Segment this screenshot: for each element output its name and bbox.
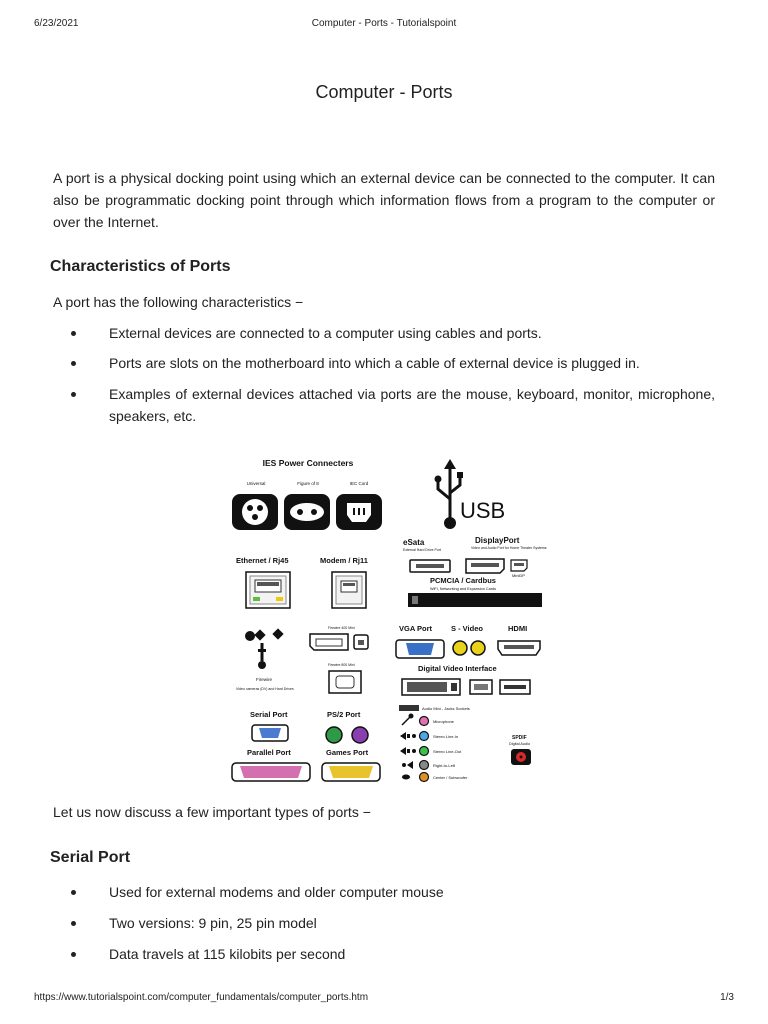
svideo-port-icon [453, 641, 485, 655]
modem-label: Modem / Rj11 [320, 556, 368, 565]
ethernet-port-icon [246, 572, 290, 608]
vga-port-icon [396, 640, 444, 658]
serial-port-icon [252, 725, 288, 741]
header-title: Computer - Ports - Tutorialspoint [311, 18, 457, 29]
iec-socket-icon [336, 494, 382, 530]
audio-item-subwoofer: Center / Subwoofer [433, 775, 468, 780]
list-item-text: Two versions: 9 pin, 25 pin model [109, 915, 317, 931]
ies-label-universal: Universal [246, 481, 266, 486]
bullet-icon [71, 331, 76, 336]
universal-socket-icon [232, 494, 278, 530]
page-title: Computer - Ports [315, 82, 453, 102]
list-item-text: Data travels at 115 kilobits per second [109, 946, 346, 962]
ps2-port-icon [326, 727, 368, 743]
ies-label-iec: IEC Cord [349, 481, 369, 486]
bullet-icon [71, 392, 76, 397]
pcmcia-slot-icon [408, 593, 542, 607]
hdmi-port-icon [498, 641, 540, 655]
pcmcia-sublabel: WiFi, Networking and Expansion Cards [430, 587, 497, 591]
audio-title: Audio Mini - Jacks Sockets [422, 706, 470, 711]
subwoofer-jack-icon [420, 773, 429, 782]
audio-item-microphone: Microphone [433, 719, 454, 724]
parallel-label: Parallel Port [247, 748, 291, 757]
figure8-socket-icon [284, 494, 330, 530]
games-port-icon [322, 763, 380, 781]
firewire-800-label: Firewire 800 Mini [328, 663, 355, 667]
bullet-icon [71, 921, 76, 926]
audio-header-icon [399, 705, 419, 711]
displayport-icon [466, 559, 504, 573]
list-item [53, 943, 715, 965]
list-item [53, 383, 715, 427]
minidp-icon [511, 560, 527, 571]
intro-paragraph: A port is a physical docking point using which an external device can be connected to the computer. It can also be programmatic docking point through which information flows from a program to the computer or over the Internet. [53, 170, 715, 230]
parallel-port-icon [232, 763, 310, 781]
line-out-jack-icon [420, 747, 429, 756]
pcmcia-label: PCMCIA / Cardbus [430, 576, 496, 585]
ps2-label: PS/2 Port [327, 710, 361, 719]
serial-label: Serial Port [250, 710, 288, 719]
footer-url[interactable]: https://www.tutorialspoint.com/computer_fundamentals/computer_ports.htm [34, 992, 369, 1003]
audio-item-line-in: Stereo Line-In [433, 734, 459, 739]
games-label: Games Port [326, 748, 369, 757]
bullet-icon [71, 361, 76, 366]
spdif-port-icon [511, 749, 531, 765]
discuss-lead: Let us now discuss a few important types of ports − [53, 804, 371, 820]
list-item [53, 352, 715, 374]
list-item [53, 881, 715, 903]
displayport-label: DisplayPort [475, 536, 520, 545]
hdmi-label: HDMI [508, 624, 528, 633]
header-date: 6/23/2021 [34, 18, 79, 29]
audio-item-line-out: Stereo Line-Out [433, 749, 462, 754]
list-item-text: Examples of external devices attached via ports are the mouse, keyboard, monitor, microphone, speakers, etc. [109, 386, 715, 424]
mini-dvi-port-icon [470, 680, 492, 694]
usb-label: USB [460, 498, 506, 523]
dvi-port-icon [402, 679, 460, 695]
bullet-icon [71, 890, 76, 895]
ports-illustration [228, 447, 548, 785]
list-item-text: External devices are connected to a computer using cables and ports. [109, 325, 542, 341]
firewire-icon [245, 628, 284, 669]
svideo-label: S - Video [451, 624, 483, 633]
firewire-400-port-icon [310, 634, 368, 650]
firewire-800-port-icon [329, 671, 361, 693]
spdif-sublabel: Digital Audio [509, 742, 531, 746]
usb-icon [435, 459, 464, 529]
bullet-icon [71, 952, 76, 957]
firewire-400-label: Firewire 400 Mini [328, 626, 355, 630]
esata-sublabel: External Hard Drive Port [403, 548, 441, 552]
firewire-label: Firewire [256, 677, 273, 682]
right-left-jack-icon [420, 761, 429, 770]
characteristics-lead: A port has the following characteristics − [53, 294, 304, 310]
right-left-icon [402, 761, 413, 769]
line-out-icon [400, 747, 416, 755]
vga-label: VGA Port [399, 624, 433, 633]
esata-label: eSata [403, 538, 425, 547]
esata-port-icon [410, 560, 450, 572]
microphone-jack-icon [420, 717, 429, 726]
list-item [53, 912, 715, 934]
list-item [53, 322, 715, 344]
micro-dvi-port-icon [500, 680, 530, 694]
serial-heading: Serial Port [50, 849, 131, 866]
spdif-label: SPDIF [512, 735, 527, 741]
subwoofer-icon [402, 775, 410, 780]
modem-port-icon [332, 572, 366, 608]
minidp-label: MiniDP [512, 573, 525, 578]
firewire-sublabel: Video cameras (DV) and Hard Drives [236, 687, 294, 691]
footer-page-number: 1/3 [720, 992, 734, 1003]
ies-label-figure8: Figure of 8 [297, 481, 319, 486]
list-item-text: Ports are slots on the motherboard into which a cable of external device is plugged in. [109, 355, 640, 371]
ethernet-label: Ethernet / Rj45 [236, 556, 289, 565]
list-item-text: Used for external modems and older computer mouse [109, 884, 444, 900]
line-in-icon [400, 732, 416, 740]
audio-item-right-left: Right-to-Left [433, 763, 456, 768]
characteristics-heading: Characteristics of Ports [50, 258, 231, 275]
microphone-icon [402, 714, 414, 726]
dvi-label: Digital Video Interface [418, 664, 497, 673]
displayport-sublabel: Video and Audio Port for Home Theater Systems [471, 546, 547, 550]
ies-title: IES Power Connecters [262, 458, 354, 468]
line-in-jack-icon [420, 732, 429, 741]
ports-figure [228, 447, 548, 785]
